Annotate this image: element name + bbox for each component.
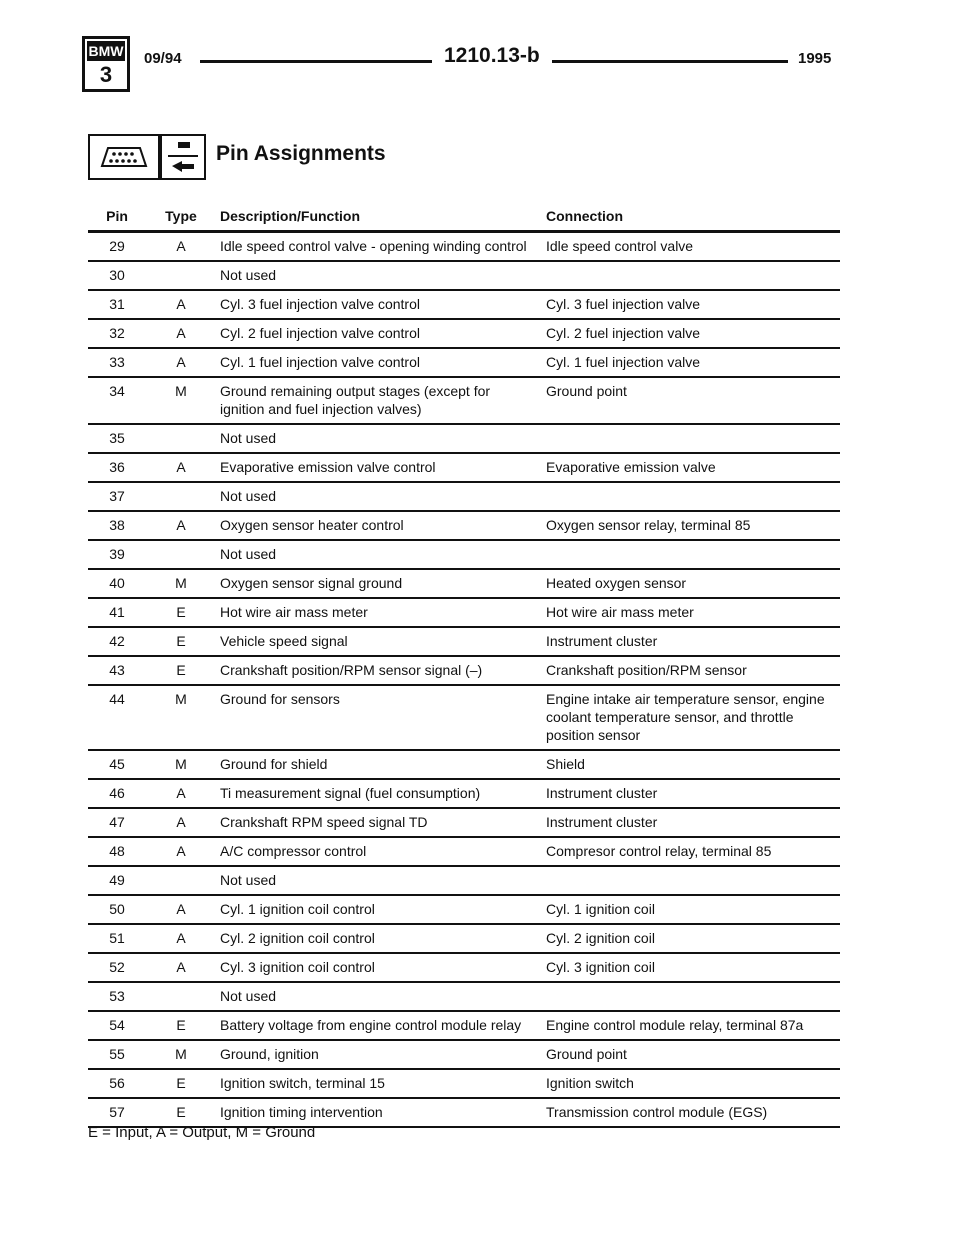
pin-cell: 55 [88,1040,146,1069]
pin-cell: 33 [88,348,146,377]
logo-brand: BMW [88,43,124,59]
column-header-pin: Pin [88,204,146,232]
type-cell: A [146,511,216,540]
table-row [88,348,840,377]
description-cell: Not used [216,482,542,511]
connection-cell: Cyl. 3 fuel injection valve [542,290,840,319]
connection-cell [542,424,840,453]
connection-cell [542,866,840,895]
table-row [88,319,840,348]
description-cell: Battery voltage from engine control module relay [216,1011,542,1040]
description-cell: Ignition switch, terminal 15 [216,1069,542,1098]
pin-cell: 35 [88,424,146,453]
description-cell: Not used [216,424,542,453]
description-cell: Vehicle speed signal [216,627,542,656]
table-row [88,953,840,982]
table-row [88,453,840,482]
table-row [88,1069,840,1098]
type-cell: A [146,348,216,377]
page-title: Pin Assignments [216,142,386,165]
bmw-3-series-logo [82,36,130,92]
description-cell: Cyl. 2 ignition coil control [216,924,542,953]
type-cell: A [146,808,216,837]
connection-cell [542,482,840,511]
description-cell: Crankshaft RPM speed signal TD [216,808,542,837]
table-row [88,1098,840,1127]
pin-cell: 54 [88,1011,146,1040]
type-cell: A [146,453,216,482]
section-title-bar [88,128,688,188]
pin-cell: 40 [88,569,146,598]
pin-cell: 52 [88,953,146,982]
table-row [88,377,840,424]
connection-cell [542,982,840,1011]
type-cell: A [146,895,216,924]
type-cell: A [146,319,216,348]
description-cell: Cyl. 3 fuel injection valve control [216,290,542,319]
pin-cell: 30 [88,261,146,290]
pin-cell: 49 [88,866,146,895]
connector-icon [88,134,160,180]
connection-cell: Oxygen sensor relay, terminal 85 [542,511,840,540]
table-row [88,598,840,627]
table-row [88,511,840,540]
table-row [88,424,840,453]
connection-cell: Cyl. 2 ignition coil [542,924,840,953]
connection-cell: Cyl. 1 fuel injection valve [542,348,840,377]
description-cell: Ti measurement signal (fuel consumption) [216,779,542,808]
description-cell: Idle speed control valve - opening winding control [216,232,542,262]
description-cell: Crankshaft position/RPM sensor signal (–) [216,656,542,685]
table-row [88,837,840,866]
type-cell: A [146,837,216,866]
type-cell: M [146,750,216,779]
type-cell: A [146,232,216,262]
pin-cell: 51 [88,924,146,953]
table-header-row [88,204,840,232]
type-cell: A [146,779,216,808]
connection-cell: Cyl. 2 fuel injection valve [542,319,840,348]
type-cell: E [146,627,216,656]
pin-cell: 48 [88,837,146,866]
type-cell: M [146,569,216,598]
description-cell: Cyl. 3 ignition coil control [216,953,542,982]
connection-cell: Instrument cluster [542,779,840,808]
pin-cell: 45 [88,750,146,779]
connection-cell [542,261,840,290]
connection-cell: Cyl. 1 ignition coil [542,895,840,924]
table-row [88,540,840,569]
connection-cell: Transmission control module (EGS) [542,1098,840,1127]
table-row [88,232,840,262]
table-body [88,232,840,1128]
pin-cell: 56 [88,1069,146,1098]
logo-series: 3 [99,62,113,87]
column-header-description: Description/Function [216,204,542,232]
table-row [88,569,840,598]
table-row [88,779,840,808]
column-header-connection: Connection [542,204,840,232]
table-row [88,895,840,924]
table-row [88,1011,840,1040]
type-cell: E [146,1069,216,1098]
table-row [88,866,840,895]
type-cell: A [146,290,216,319]
table-row [88,685,840,750]
pin-cell: 37 [88,482,146,511]
type-cell: E [146,656,216,685]
type-cell [146,982,216,1011]
description-cell: Not used [216,982,542,1011]
pin-cell: 57 [88,1098,146,1127]
table-row [88,261,840,290]
pin-cell: 53 [88,982,146,1011]
description-cell: A/C compressor control [216,837,542,866]
pin-cell: 43 [88,656,146,685]
column-header-type: Type [146,204,216,232]
table-row [88,290,840,319]
table-row [88,924,840,953]
pin-cell: 47 [88,808,146,837]
pin-cell: 31 [88,290,146,319]
type-legend: E = Input, A = Output, M = Ground [88,1124,316,1141]
type-cell: E [146,598,216,627]
table-row [88,750,840,779]
pin-direction-icon [160,134,206,180]
description-cell: Ground for sensors [216,685,542,750]
description-cell: Cyl. 1 ignition coil control [216,895,542,924]
connection-cell [542,540,840,569]
type-cell [146,424,216,453]
description-cell: Not used [216,261,542,290]
header-date: 09/94 [144,50,182,67]
pin-cell: 39 [88,540,146,569]
type-cell: M [146,1040,216,1069]
type-cell [146,482,216,511]
description-cell: Ignition timing intervention [216,1098,542,1127]
connection-cell: Instrument cluster [542,808,840,837]
pin-cell: 41 [88,598,146,627]
description-cell: Not used [216,866,542,895]
page-header [82,34,842,94]
table-row [88,808,840,837]
description-cell: Oxygen sensor heater control [216,511,542,540]
connection-cell: Compresor control relay, terminal 85 [542,837,840,866]
connection-cell: Heated oxygen sensor [542,569,840,598]
connection-cell: Instrument cluster [542,627,840,656]
description-cell: Hot wire air mass meter [216,598,542,627]
connection-cell: Evaporative emission valve [542,453,840,482]
connection-cell: Ground point [542,1040,840,1069]
connection-cell: Cyl. 3 ignition coil [542,953,840,982]
pin-cell: 34 [88,377,146,424]
table-row [88,1040,840,1069]
table-row [88,627,840,656]
type-cell: A [146,924,216,953]
pin-cell: 38 [88,511,146,540]
type-cell: M [146,685,216,750]
pin-cell: 46 [88,779,146,808]
table-row [88,482,840,511]
description-cell: Oxygen sensor signal ground [216,569,542,598]
description-cell: Ground for shield [216,750,542,779]
description-cell: Cyl. 2 fuel injection valve control [216,319,542,348]
header-rule-right [552,60,788,63]
pin-cell: 36 [88,453,146,482]
connection-cell: Engine intake air temperature sensor, engine coolant temperature sensor, and throttle position sensor [542,685,840,750]
pin-cell: 44 [88,685,146,750]
description-cell: Cyl. 1 fuel injection valve control [216,348,542,377]
table-row [88,656,840,685]
header-rule-left [200,60,432,63]
type-cell: E [146,1011,216,1040]
description-cell: Evaporative emission valve control [216,453,542,482]
pin-cell: 50 [88,895,146,924]
connection-cell: Ground point [542,377,840,424]
description-cell: Not used [216,540,542,569]
pin-assignment-table [88,204,840,1128]
pin-cell: 32 [88,319,146,348]
header-code: 1210.13-b [444,44,540,67]
connection-cell: Crankshaft position/RPM sensor [542,656,840,685]
description-cell: Ground remaining output stages (except for ignition and fuel injection valves) [216,377,542,424]
connection-cell: Idle speed control valve [542,232,840,262]
connection-cell: Hot wire air mass meter [542,598,840,627]
type-cell [146,866,216,895]
type-cell: E [146,1098,216,1127]
type-cell: A [146,953,216,982]
connection-cell: Engine control module relay, terminal 87a [542,1011,840,1040]
description-cell: Ground, ignition [216,1040,542,1069]
table-row [88,982,840,1011]
connection-cell: Shield [542,750,840,779]
type-cell [146,261,216,290]
type-cell [146,540,216,569]
connection-cell: Ignition switch [542,1069,840,1098]
type-cell: M [146,377,216,424]
pin-cell: 42 [88,627,146,656]
pin-cell: 29 [88,232,146,262]
header-year: 1995 [798,50,832,67]
